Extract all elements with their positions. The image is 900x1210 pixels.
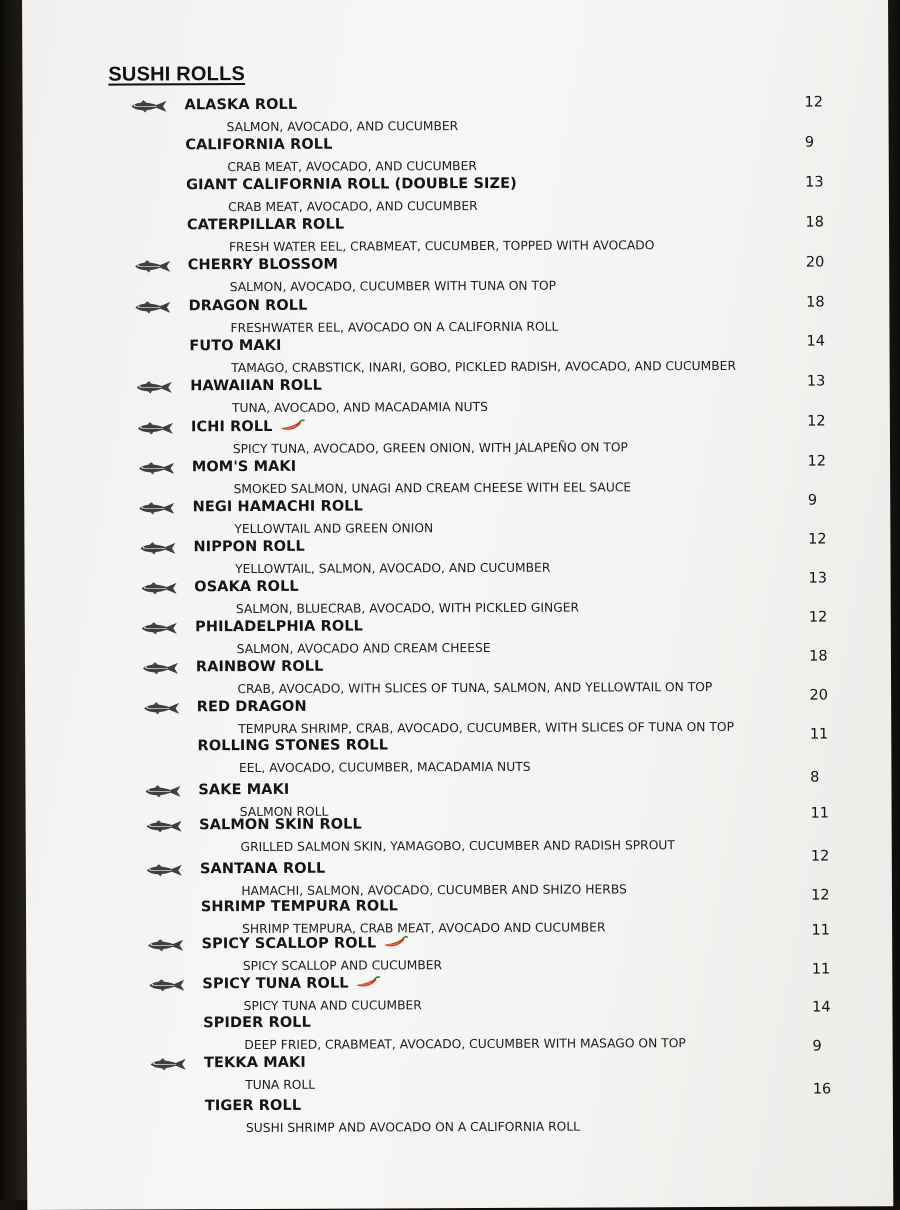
menu-item	[24, 373, 890, 430]
item-name-text: SPIDER ROLL	[203, 1014, 311, 1032]
item-description: TEMPURA SHRIMP, CRAB, AVOCADO, CUCUMBER, WITH SLICES OF TUNA ON TOP	[238, 719, 735, 737]
item-name	[198, 782, 289, 798]
item-price: 9	[807, 492, 818, 509]
item-price: 12	[804, 94, 823, 111]
item-name-text: FUTO MAKI	[189, 337, 282, 355]
fish-icon	[143, 784, 183, 798]
item-description: SPICY TUNA AND CUCUMBER	[243, 998, 422, 1014]
item-name	[202, 935, 409, 952]
item-price: 12	[810, 848, 830, 865]
item-name	[202, 975, 380, 992]
item-name	[185, 137, 332, 154]
item-name	[195, 619, 363, 636]
item-price: 11	[810, 805, 829, 822]
item-name	[189, 298, 308, 315]
item-name-text: MOM'S MAKI	[191, 458, 297, 476]
item-name	[198, 737, 389, 754]
item-name-text: DRAGON ROLL	[188, 297, 308, 315]
item-price: 9	[804, 134, 815, 151]
chili-pepper-icon	[355, 975, 381, 988]
item-name-text: ICHI ROLL	[190, 418, 273, 436]
item-price: 20	[805, 254, 825, 271]
item-description: SALMON, AVOCADO AND CREAM CHEESE	[236, 640, 491, 657]
item-name	[188, 257, 338, 274]
fish-icon	[140, 621, 180, 635]
item-name	[190, 378, 322, 395]
fish-icon	[142, 701, 182, 715]
item-price: 8	[810, 769, 820, 786]
item-description: CRAB, AVOCADO, WITH SLICES OF TUNA, SALMON, AND YELLOWTAIL ON TOP	[237, 679, 713, 697]
item-price: 12	[807, 453, 826, 470]
fish-icon	[133, 259, 173, 273]
item-description: SALMON, AVOCADO, CUCUMBER WITH TUNA ON TOP	[229, 278, 557, 295]
item-price: 18	[805, 214, 824, 231]
item-name-text: PHILADELPHIA ROLL	[195, 618, 364, 636]
menu-item	[26, 848, 892, 910]
item-name	[186, 176, 517, 193]
item-price: 12	[808, 609, 828, 626]
item-name-text: SPICY SCALLOP ROLL	[201, 935, 377, 953]
item-name-text: SALMON SKIN ROLL	[199, 816, 362, 834]
item-description: SUSHI SHRIMP AND AVOCADO ON A CALIFORNIA ROLL	[245, 1119, 581, 1136]
item-name-text: ALASKA ROLL	[184, 96, 298, 114]
item-description: FRESH WATER EEL, CRABMEAT, CUCUMBER, TOPPED WITH AVOCADO	[228, 238, 655, 255]
item-name	[199, 817, 362, 834]
fish-icon	[149, 1057, 189, 1071]
fish-icon	[136, 421, 176, 435]
item-name	[191, 419, 305, 435]
item-name-text: NIPPON ROLL	[193, 538, 305, 556]
fish-icon	[145, 863, 185, 877]
item-price: 14	[812, 999, 831, 1016]
fish-icon	[138, 541, 178, 555]
item-name	[194, 579, 299, 595]
item-description: SPICY SCALLOP AND CUCUMBER	[242, 958, 443, 974]
item-description: YELLOWTAIL AND GREEN ONION	[234, 521, 434, 537]
item-price: 12	[811, 887, 830, 904]
item-description: SALMON, BLUECRAB, AVOCADO, WITH PICKLED GINGER	[235, 600, 580, 617]
item-name	[204, 1055, 306, 1071]
item-description: GRILLED SALMON SKIN, YAMAGOBO, CUCUMBER AND RADISH SPROUT	[240, 838, 675, 855]
menu-item	[23, 174, 889, 226]
item-description: TAMAGO, CRABSTICK, INARI, GOBO, PICKLED RADISH, AVOCADO, AND CUCUMBER	[231, 358, 737, 376]
item-name	[203, 1015, 311, 1031]
item-name	[205, 1098, 301, 1114]
item-name	[197, 699, 307, 715]
item-price: 13	[806, 373, 826, 390]
item-price: 11	[809, 726, 829, 743]
item-name-text: GIANT CALIFORNIA ROLL (DOUBLE SIZE)	[186, 175, 517, 194]
fish-icon	[135, 380, 175, 394]
item-price: 12	[807, 413, 826, 430]
fish-icon	[139, 581, 179, 595]
item-name-text: NEGI HAMACHI ROLL	[192, 498, 363, 516]
item-name-text: CALIFORNIA ROLL	[185, 136, 333, 154]
item-name	[192, 459, 296, 475]
item-description: TUNA ROLL	[245, 1077, 316, 1093]
item-name-text: SAKE MAKI	[198, 781, 290, 799]
item-price: 13	[805, 174, 824, 191]
menu-item	[23, 294, 889, 350]
item-name	[189, 338, 281, 354]
item-description: SMOKED SALMON, UNAGI AND CREAM CHEESE WITH EEL SAUCE	[233, 480, 632, 497]
menu-page	[22, 0, 893, 1210]
item-price: 16	[812, 1081, 832, 1098]
item-name-text: SANTANA ROLL	[199, 860, 326, 878]
item-name	[184, 97, 297, 113]
item-price: 14	[806, 333, 825, 350]
item-description: SHRIMP TEMPURA, CRAB MEAT, AVOCADO AND CUCUMBER	[242, 920, 606, 937]
item-name	[200, 861, 325, 878]
item-name-text: CATERPILLAR ROLL	[186, 216, 345, 234]
item-description: HAMACHI, SALMON, AVOCADO, CUCUMBER AND SHIZO HERBS	[241, 882, 627, 899]
fish-icon	[144, 819, 184, 833]
item-description: TUNA, AVOCADO, AND MACADAMIA NUTS	[231, 399, 488, 416]
item-price: 18	[806, 294, 825, 311]
menu-item	[23, 94, 889, 146]
item-description: SALMON ROLL	[239, 804, 329, 820]
item-name-text: SHRIMP TEMPURA ROLL	[200, 898, 399, 916]
fish-icon	[134, 300, 174, 314]
item-name	[193, 539, 304, 555]
item-name-text: CHERRY BLOSSOM	[187, 256, 339, 274]
fish-icon	[147, 978, 187, 992]
item-name-text: RED DRAGON	[196, 698, 307, 716]
item-description: SALMON, AVOCADO, AND CUCUMBER	[226, 119, 459, 135]
item-name-text: TEKKA MAKI	[204, 1054, 306, 1072]
fish-icon	[137, 461, 177, 475]
item-price: 20	[809, 687, 828, 704]
item-description: YELLOWTAIL, SALMON, AVOCADO, AND CUCUMBER	[235, 560, 551, 577]
item-name	[187, 217, 344, 234]
item-price: 13	[808, 570, 827, 587]
section-title: SUSHI ROLLS	[108, 63, 246, 86]
item-price: 9	[812, 1038, 822, 1055]
item-price: 11	[811, 961, 831, 978]
item-description: EEL, AVOCADO, CUCUMBER, MACADAMIA NUTS	[238, 759, 531, 776]
menu-item	[23, 254, 889, 306]
item-name-text: HAWAIIAN ROLL	[190, 377, 322, 395]
item-name-text: OSAKA ROLL	[194, 578, 299, 596]
item-description: FRESHWATER EEL, AVOCADO ON A CALIFORNIA ROLL	[230, 319, 559, 336]
item-name-text: ROLLING STONES ROLL	[197, 737, 389, 755]
item-price: 11	[811, 922, 830, 939]
item-description: CRAB MEAT, AVOCADO, AND CUCUMBER	[228, 199, 478, 215]
fish-icon	[129, 99, 169, 113]
fish-icon	[138, 501, 178, 515]
item-name	[201, 898, 398, 915]
fish-icon	[147, 938, 187, 952]
item-description: CRAB MEAT, AVOCADO, AND CUCUMBER	[227, 159, 477, 175]
item-name	[196, 659, 324, 676]
chili-pepper-icon	[278, 419, 304, 432]
item-description: DEEP FRIED, CRABMEAT, AVOCADO, CUCUMBER WITH MASAGO ON TOP	[244, 1036, 686, 1053]
item-price: 12	[808, 531, 827, 548]
item-description: SPICY TUNA, AVOCADO, GREEN ONION, WITH JALAPEÑO ON TOP	[232, 440, 628, 457]
item-name-text: SPICY TUNA ROLL	[202, 975, 349, 993]
item-name-text: RAINBOW ROLL	[195, 658, 324, 676]
chili-pepper-icon	[382, 935, 408, 948]
fish-icon	[141, 661, 181, 675]
item-price: 18	[809, 648, 828, 665]
item-name	[193, 499, 363, 516]
item-name-text: TIGER ROLL	[204, 1097, 302, 1115]
